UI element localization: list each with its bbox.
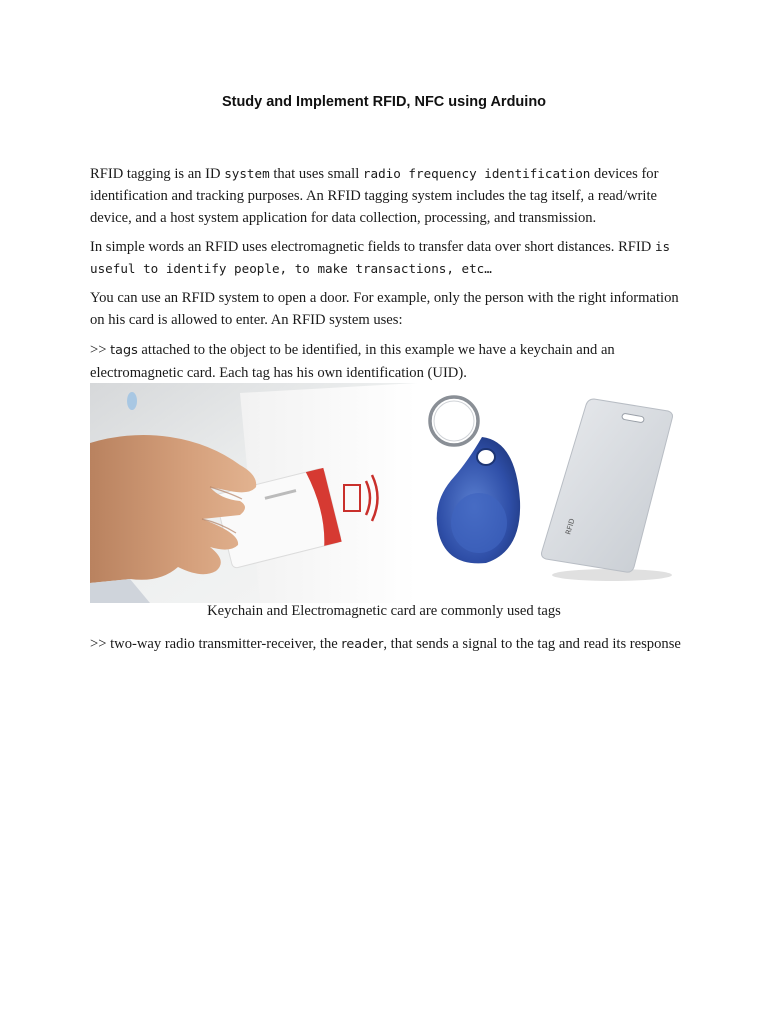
paragraph-reader [90,633,690,656]
p2-text-b: is useful to identify people, to make transactions, etc… [90,239,671,276]
p5-text-a: >> two-way radio transmitter-receiver, the [90,636,342,652]
electromagnetic-card-photo [534,397,684,583]
document-title: Study and Implement RFID, NFC using Arduino [221,94,547,110]
keychain-tag-photo [424,391,524,576]
p4-text-a: >> [90,342,111,358]
svg-text:RFID: RFID [564,517,577,536]
p1-term-system: system [224,166,270,181]
p1-text-a: RFID tagging is an ID [90,166,225,182]
paragraph-tags [90,339,690,384]
p1-term-rfid: radio frequency identification [362,166,591,181]
hand-card-reader-illustration [90,383,417,603]
hand-card-reader-photo [90,383,417,603]
p1-text-c: that uses small [269,166,363,182]
electromagnetic-card-illustration [534,397,684,583]
p4-text-c: attached to the object to be identified, in this example we have a keychain and an electromagnetic card. Each tag has his own identification (UID). [90,342,615,381]
p4-term-tags: tags [110,343,138,358]
p2-text-a: In simple words an RFID uses electromagnetic fields to transfer data over short distances. RFID [90,239,655,255]
image-caption: Keychain and Electromagnetic card are commonly used tags [207,603,561,619]
rfid-tag-images [90,383,680,603]
p1-text-e: devices for identification and tracking purposes. An RFID tagging system includes the tag itself, a read/write device, and a host system application for data collection, processing, and transmission. [90,166,659,226]
paragraph-rfid-definition [90,163,690,229]
paragraph-door-example: You can use an RFID system to open a door. For example, only the person with the right information on his card is allowed to enter. An RFID system uses: [90,290,679,328]
p5-text-c: , that sends a signal to the tag and read its response [383,636,681,652]
paragraph-simple-words [90,236,690,280]
p5-term-reader: reader [341,637,384,652]
keychain-tag-illustration [424,391,524,576]
